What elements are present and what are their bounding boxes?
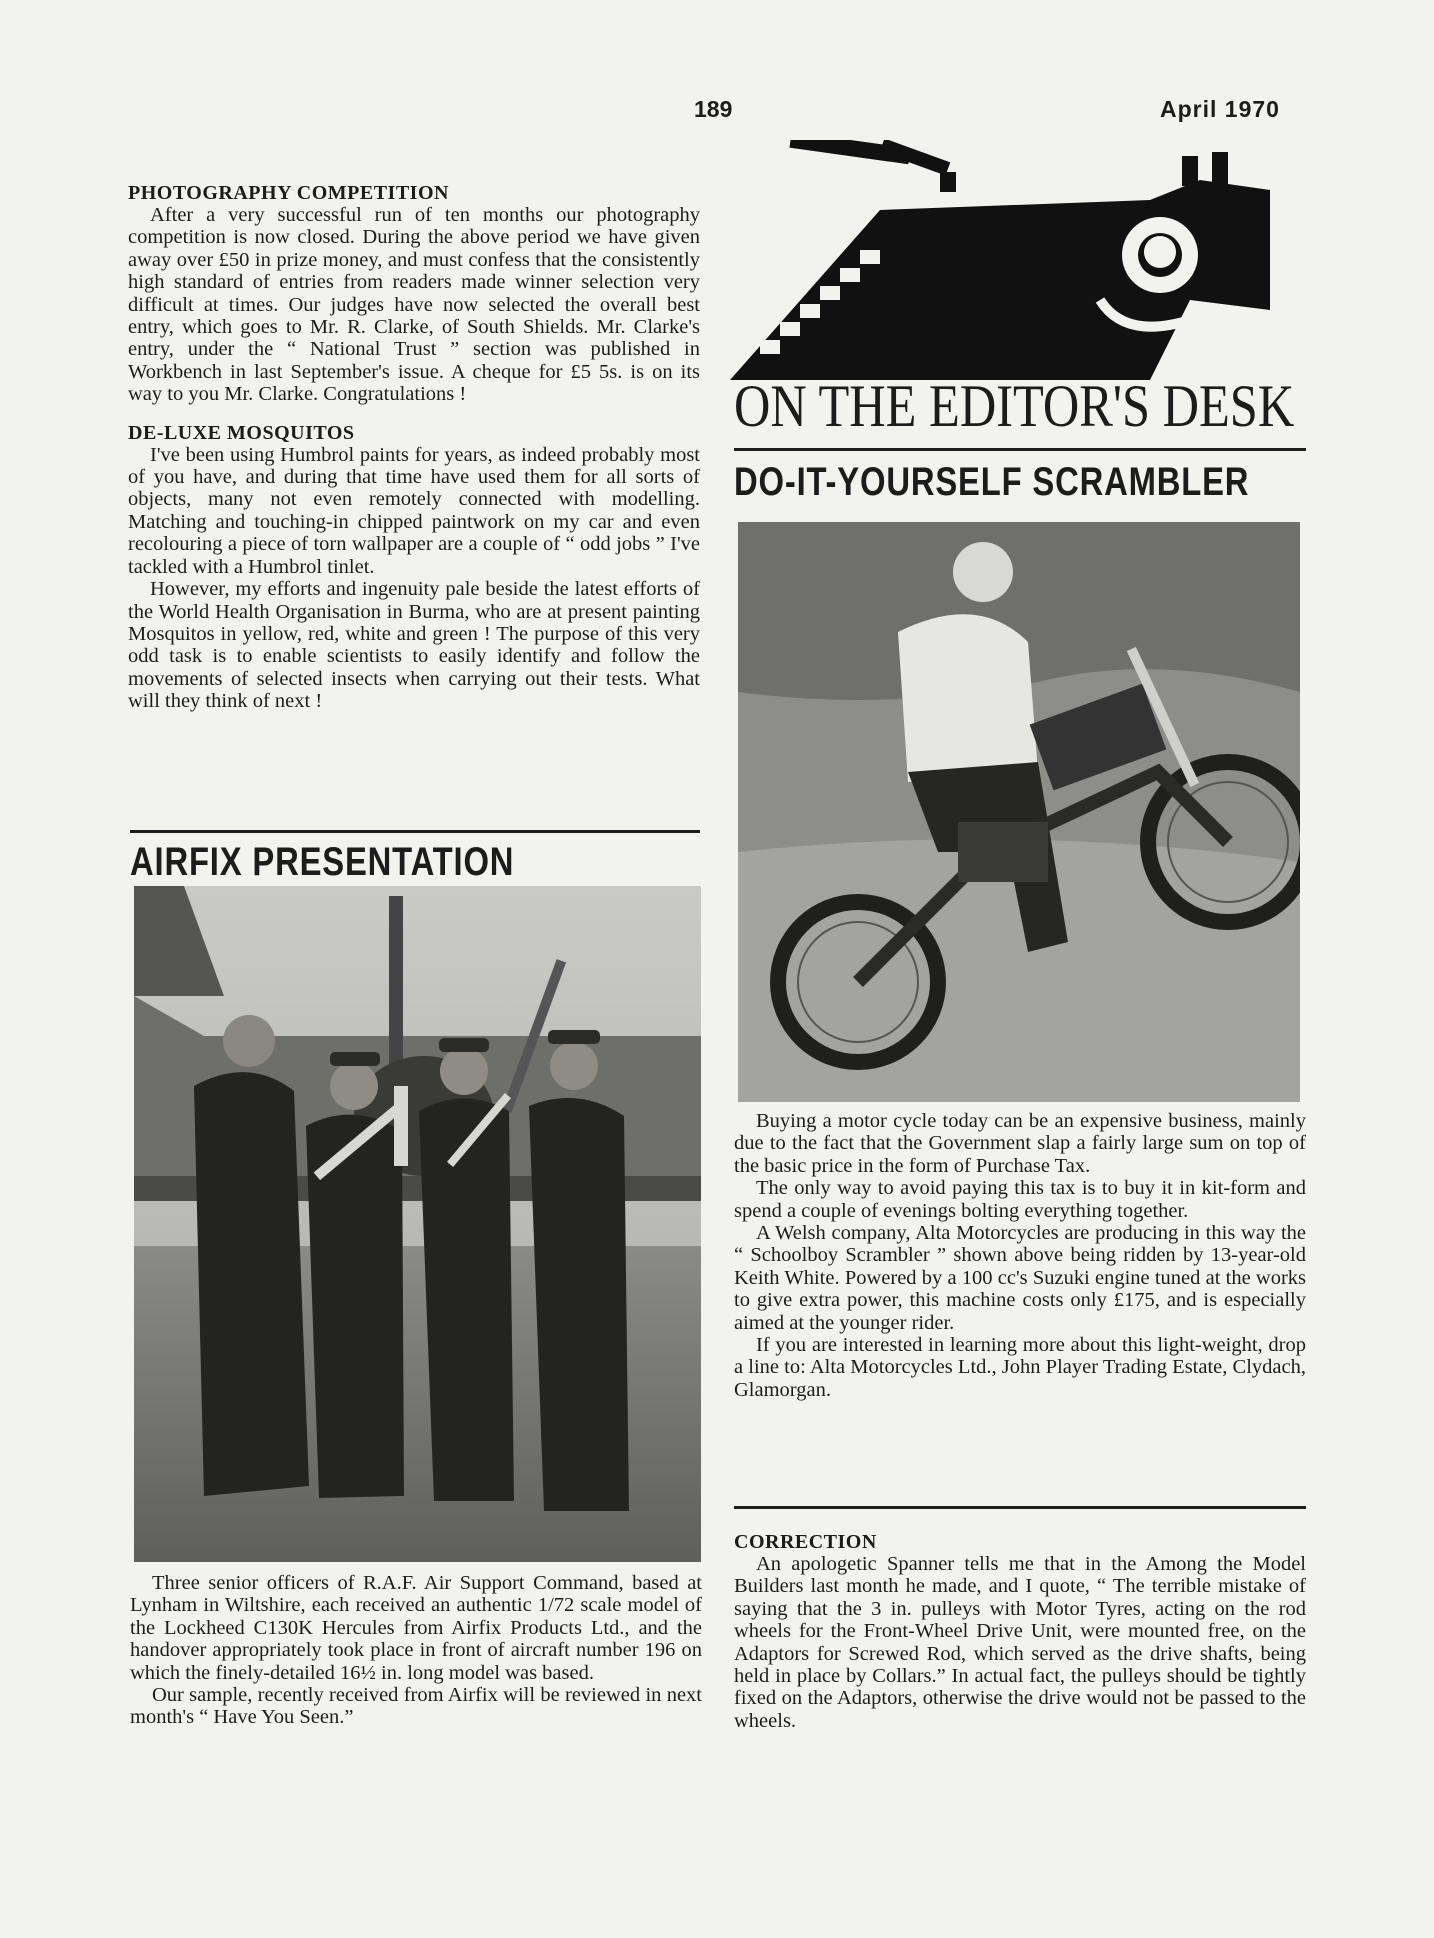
motorcycle-rider-image [738,522,1300,1102]
left-column [128,182,700,713]
airfix-paragraph-1: Three senior officers of R.A.F. Air Support Command, based at Lynham in Wiltshire, each received an authentic 1/72 scale model of the Lockheed C130K Hercules from Airfix Products Ltd., and the handover appropriately took place in front of aircraft number 196 on which the finely-detailed 16½ in. long model was based. [130,1572,702,1684]
airfix-section [130,830,700,885]
scrambler-paragraph-4: If you are interested in learning more about this light-weight, drop a line to: Alta Motorcycles Ltd., John Player Trading Estate, Clydach, Glamorgan. [734,1334,1306,1401]
officers-with-models-image [134,886,701,1562]
scrambler-section [734,448,1306,505]
photography-heading: PHOTOGRAPHY COMPETITION [128,182,449,204]
scrambler-photo [738,522,1300,1102]
correction-section [734,1506,1306,1732]
airfix-paragraph-2: Our sample, recently received from Airfix will be reviewed in next month's “ Have You Seen.” [130,1684,702,1729]
scrambler-paragraph-1: Buying a motor cycle today can be an expensive business, mainly due to the fact that the Government slap a fairly large sum on top of the basic price in the form of Purchase Tax. [734,1110,1306,1177]
section-rule [130,830,700,833]
scrambler-paragraph-3: A Welsh company, Alta Motorcycles are producing in this way the “ Schoolboy Scrambler ” shown above being ridden by 13-year-old Keith White. Powered by a 100 cc's Suzuki engine tuned at the works to give extra power, this machine costs only £175, and is especially aimed at the younger rider. [734,1222,1306,1334]
airfix-text [130,1572,702,1729]
mosquitos-heading: DE-LUXE MOSQUITOS [128,421,355,444]
correction-heading: CORRECTION [734,1531,877,1553]
mosquitos-paragraph-1: I've been using Humbrol paints for years, as indeed probably most of you have, and during that time have used them for all sorts of objects, many not even remotely connected with modelling. Matching and touching-in chipped paintwork on my car and even recolouring a piece of torn wallpaper are a couple of “ odd jobs ” I've tackled with a Humbrol tinlet. [128,443,700,578]
airfix-photo [134,886,701,1562]
issue-date: April 1970 [1160,96,1280,122]
logo-title: ON THE EDITOR'S DESK [734,373,1295,439]
page-number: 189 [694,96,733,122]
section-rule [734,1506,1306,1509]
correction-paragraph: An apologetic Spanner tells me that in the Among the Model Builders last month he made, and I quote, “ The terrible mistake of saying that the 3 in. pulleys with Motor Tyres, acting on the rod wheels for the Front-Wheel Drive Unit, were mounted free, on the Adaptors for Screwed Rod, which served as the drive shafts, being held in place by Collars.” In actual fact, the pulleys should be tightly fixed on the Adaptors, otherwise the drive would not be passed to the wheels. [734,1553,1306,1732]
scrambler-text [734,1110,1306,1401]
scrambler-paragraph-2: The only way to avoid paying this tax is to buy it in kit-form and spend a couple of evenings bolting everything together. [734,1177,1306,1222]
section-rule [734,448,1306,451]
scrambler-heading: DO-IT-YOURSELF SCRAMBLER [734,460,1250,504]
mosquitos-paragraph-2: However, my efforts and ingenuity pale beside the latest efforts of the World Health Organisation in Burma, who are at present painting Mosquitos in yellow, red, white and green ! The purpose of this very odd task is to enable scientists to easily identify and follow the movements of selected insects when carrying out their tests. What will they think of next ! [128,578,700,713]
airfix-heading: AIRFIX PRESENTATION [130,840,515,884]
photography-paragraph: After a very successful run of ten months our photography competition is now closed. During the above period we have given away over £50 in prize money, and must confess that the consistently high standard of entries from readers made winner selection very difficult at times. Our judges have now selected the overall best entry, which goes to Mr. R. Clarke, of South Shields. Mr. Clarke's entry, under the “ National Trust ” section was published in Workbench in last September's issue. A cheque for £5 5s. is on its way to you Mr. Clarke. Congratulations ! [128,204,700,406]
